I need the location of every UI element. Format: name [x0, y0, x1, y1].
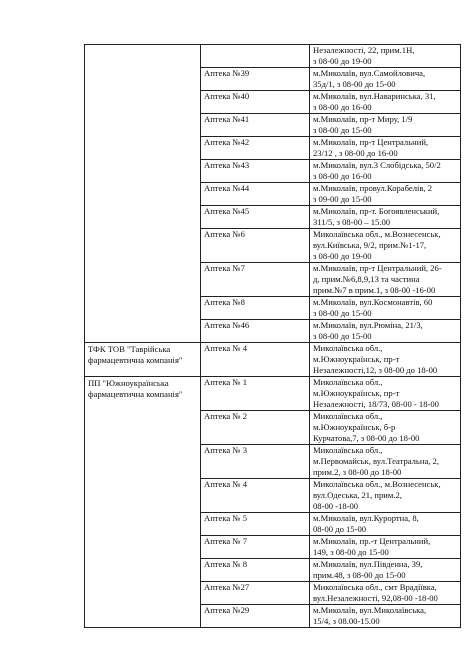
- pharmacy-cell: Аптека № 4: [201, 479, 310, 513]
- pharmacy-cell: Аптека №41: [201, 114, 310, 137]
- address-cell: м.Миколаїв, вул.Південна, 39, прим.48, з 08-00 до 15-00: [310, 559, 461, 582]
- address-cell: м.Миколаїв, пр-т. Богоявленський, 311/5, з 08-00 – 15.00: [310, 206, 461, 229]
- pharmacy-cell: Аптека №44: [201, 183, 310, 206]
- pharmacy-cell: [201, 45, 310, 68]
- pharmacy-cell: Аптека №39: [201, 68, 310, 91]
- pharmacy-cell: Аптека №6: [201, 229, 310, 263]
- pharmacy-cell: Аптека № 3: [201, 445, 310, 479]
- pharmacy-cell: Аптека №46: [201, 320, 310, 343]
- address-cell: м.Миколаїв, пр-т Центральний, 23/12 , з 08-00 до 16-00: [310, 137, 461, 160]
- address-cell: м.Миколаїв, вул.Самойловича, 35д/1, з 08-00 до 15-00: [310, 68, 461, 91]
- address-cell: Миколаївська обл., м.Южноукраїнськ, пр-т Незалежності, 18/73, 08-00 - 18-00: [310, 377, 461, 411]
- organization-cell: ТФК ТОВ "Таврійська фармацевтична компанія": [85, 343, 201, 377]
- pharmacy-cell: Аптека №8: [201, 297, 310, 320]
- pharmacy-cell: Аптека №43: [201, 160, 310, 183]
- address-cell: Миколаївська обл., м.Вознесенськ, вул.Одеська, 21, прим.2, 08-00 -18-00: [310, 479, 461, 513]
- table-row: [85, 343, 461, 377]
- address-cell: Незалежності, 22, прим.1Н, з 08-00 до 19-00: [310, 45, 461, 68]
- organization-cell: ПП "Южноукраїнська фармацевтична компанія": [85, 377, 201, 628]
- address-cell: Миколаївська обл., м.Южноукраїнськ, б-р Курчатова,7, з 08-00 до 18-00: [310, 411, 461, 445]
- table-row: [85, 45, 461, 68]
- address-cell: м.Миколаїв, провул.Корабелів, 2 з 09-00 до 15-00: [310, 183, 461, 206]
- address-cell: м.Миколаїв, вул.Наваринська, 31, з 08-00 до 16-00: [310, 91, 461, 114]
- pharmacy-cell: Аптека № 8: [201, 559, 310, 582]
- address-cell: Миколаївська обл., м.Южноукраїнськ, пр-т Незалежності,12, з 08-00 до 18-00: [310, 343, 461, 377]
- address-cell: м.Миколаїв, пр-т Миру, 1/9 з 08-00 до 15-00: [310, 114, 461, 137]
- pharmacy-cell: Аптека № 5: [201, 513, 310, 536]
- pharmacy-cell: Аптека №45: [201, 206, 310, 229]
- pharmacy-cell: Аптека №7: [201, 263, 310, 297]
- pharmacy-cell: Аптека № 7: [201, 536, 310, 559]
- address-cell: Миколаївська обл., м.Первомайськ, вул.Театральна, 2, прим.2, з 08-00 до 18-00: [310, 445, 461, 479]
- pharmacy-cell: Аптека №27: [201, 582, 310, 605]
- address-cell: м.Миколаїв, вул.Миколаївська, 15/4, з 08.00-15.00: [310, 605, 461, 628]
- address-cell: Миколаївська обл., м.Вознесенськ, вул.Київська, 9/2, прим.№1-17, з 08-00 до 19-00: [310, 229, 461, 263]
- pharmacy-cell: Аптека № 4: [201, 343, 310, 377]
- address-cell: м.Миколаїв, пр-т Центральний, 26- д, прим.№6,8,9,13 та частина прим.№7 в прим.1, з 08-00 -16-00: [310, 263, 461, 297]
- address-cell: м.Миколаїв, вул.Рюміна, 21/3, з 08-00 до 15-00: [310, 320, 461, 343]
- pharmacy-cell: Аптека №29: [201, 605, 310, 628]
- address-cell: м.Миколаїв, пр.-т Центральний, 149, з 08-00 до 15-00: [310, 536, 461, 559]
- pharmacy-table-body: [85, 45, 461, 628]
- pharmacy-cell: Аптека №42: [201, 137, 310, 160]
- pharmacy-cell: Аптека №40: [201, 91, 310, 114]
- pharmacy-cell: Аптека № 1: [201, 377, 310, 411]
- pharmacy-table: [84, 44, 461, 628]
- address-cell: м.Миколаїв, вул.3 Слобідська, 50/2 з 08-00 до 16-00: [310, 160, 461, 183]
- address-cell: Миколаївська обл., смт Врадіївка, вул.Незалежності, 92,08-00 -18-00: [310, 582, 461, 605]
- table-row: [85, 377, 461, 411]
- pharmacy-cell: Аптека № 2: [201, 411, 310, 445]
- address-cell: м.Миколаїв, вул.Космонавтів, 60 з 08-00 до 15-00: [310, 297, 461, 320]
- address-cell: м.Миколаїв, вул.Курортна, 8, 08-00 до 15-00: [310, 513, 461, 536]
- organization-cell: [85, 45, 201, 343]
